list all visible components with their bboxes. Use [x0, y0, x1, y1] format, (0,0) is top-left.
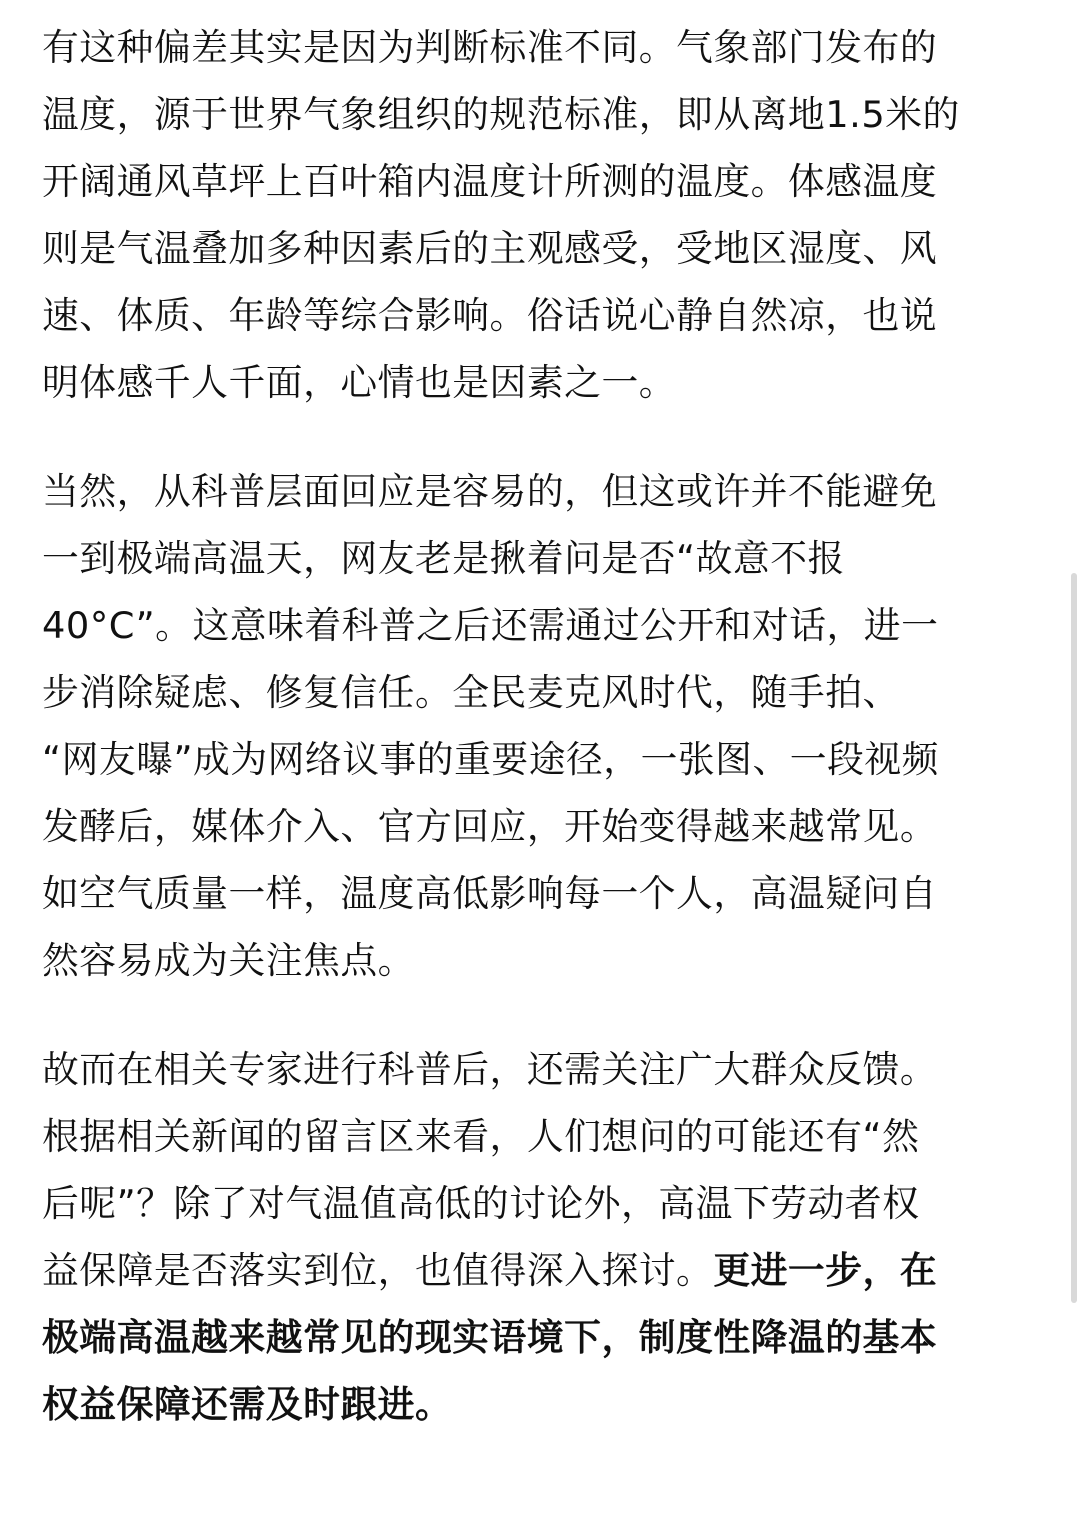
text-line: 则是气温叠加多种因素后的主观感受，受地区湿度、风	[42, 227, 938, 270]
bold-text-line: 极端高温越来越常见的现实语境下，制度性降温的基本	[42, 1316, 938, 1359]
text-line: 故而在相关专家进行科普后，还需关注广大群众反馈。	[42, 1048, 938, 1091]
text-line: 40°C”。这意味着科普之后还需通过公开和对话，进一	[42, 604, 939, 647]
text-line: 后呢”？除了对气温值高低的讨论外，高温下劳动者权	[42, 1182, 920, 1225]
text-bold-segment: 更进一步，在	[713, 1249, 938, 1292]
bold-text-line: 权益保障还需及时跟进。	[42, 1383, 453, 1426]
paragraph-1	[42, 14, 1042, 416]
text-line: 根据相关新闻的留言区来看，人们想问的可能还有“然	[42, 1115, 920, 1158]
scrollbar-thumb[interactable]	[1071, 573, 1077, 1303]
text-line: 开阔通风草坪上百叶箱内温度计所测的温度。体感温度	[42, 160, 938, 203]
text-line: “网友曝”成为网络议事的重要途径，一张图、一段视频	[42, 738, 939, 781]
article-body	[42, 14, 1042, 1438]
text-line: 如空气质量一样，温度高低影响每一个人，高温疑问自	[42, 872, 938, 915]
paragraph-3	[42, 1036, 1042, 1438]
text-line: 当然，从科普层面回应是容易的，但这或许并不能避免	[42, 470, 938, 513]
text-line: 然容易成为关注焦点。	[42, 939, 415, 982]
text-line: 明体感千人千面，心情也是因素之一。	[42, 361, 677, 404]
mixed-text-line	[42, 1237, 1042, 1304]
text-line: 发酵后，媒体介入、官方回应，开始变得越来越常见。	[42, 805, 938, 848]
text-line: 有这种偏差其实是因为判断标准不同。气象部门发布的	[42, 26, 938, 69]
text-line: 步消除疑虑、修复信任。全民麦克风时代，随手拍、	[42, 671, 900, 714]
text-line: 速、体质、年龄等综合影响。俗话说心静自然凉，也说	[42, 294, 938, 337]
text-normal-segment: 益保障是否落实到位，也值得深入探讨。	[42, 1249, 714, 1292]
text-line: 一到极端高温天，网友老是揪着问是否“故意不报	[42, 537, 845, 580]
paragraph-2	[42, 458, 1042, 994]
text-line: 温度，源于世界气象组织的规范标准，即从离地1.5米的	[42, 93, 960, 136]
